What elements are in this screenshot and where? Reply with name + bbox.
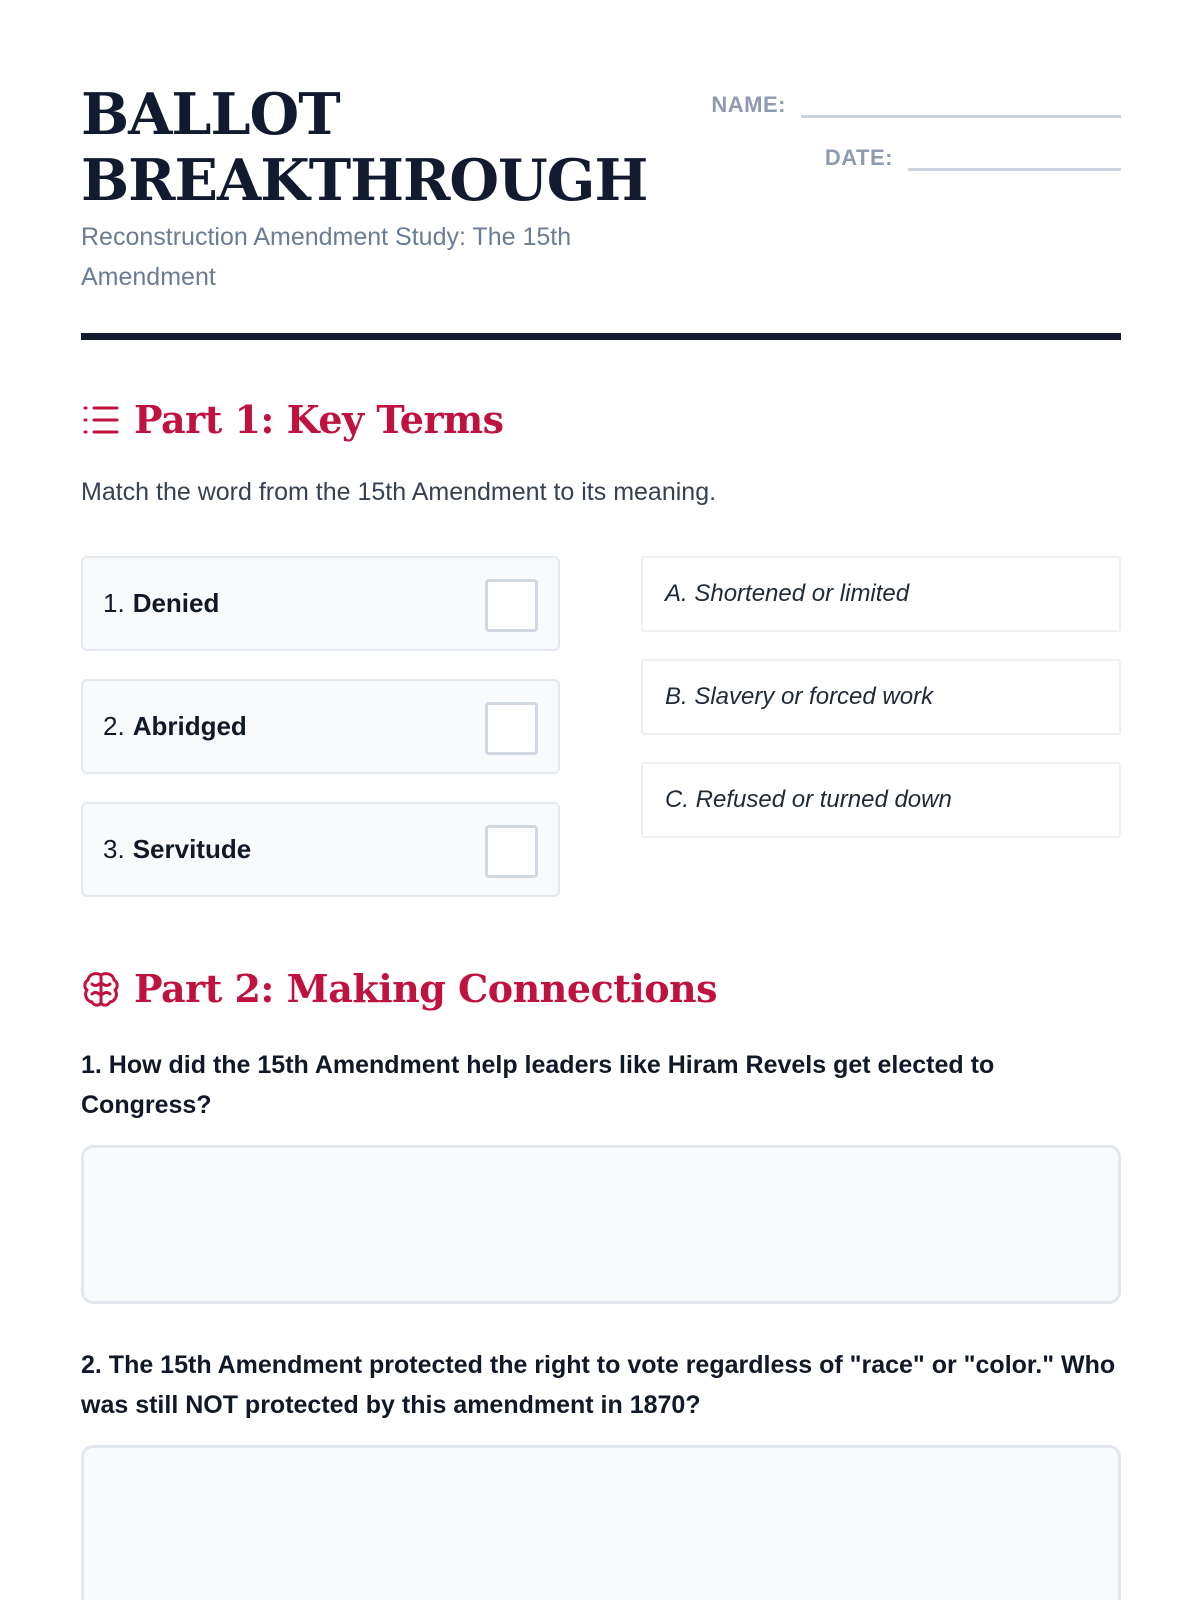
brain-icon (81, 969, 121, 1009)
definition-card-c: C. Refused or turned down (641, 762, 1121, 838)
title-line-2: BREAKTHROUGH (81, 147, 648, 214)
term-word: Servitude (132, 834, 252, 864)
part2-title: Part 2: Making Connections (134, 966, 718, 1011)
term-answer-box[interactable] (485, 702, 538, 755)
date-input-line[interactable] (908, 137, 1121, 171)
term-number: 1. (103, 588, 125, 618)
part1-instructions: Match the word from the 15th Amendment to its meaning. (81, 478, 717, 506)
part1-heading (81, 397, 504, 442)
question-2: 2. The 15th Amendment protected the right to vote regardless of "race" or "color." Who was still NOT protected by this amendment in 1870? (81, 1351, 1116, 1419)
worksheet-title (81, 81, 648, 214)
answer-area-1[interactable] (81, 1145, 1121, 1304)
list-icon (81, 400, 121, 440)
name-field-row (711, 84, 1121, 118)
term-word: Abridged (132, 711, 247, 741)
term-answer-box[interactable] (485, 825, 538, 878)
term-number: 3. (103, 834, 125, 864)
name-input-line[interactable] (801, 84, 1121, 118)
worksheet-subtitle: Reconstruction Amendment Study: The 15th Amendment (81, 223, 572, 291)
name-label: NAME: (711, 92, 786, 117)
worksheet-page (81, 0, 1121, 1600)
title-line-1: BALLOT (81, 81, 340, 148)
definition-card-a: A. Shortened or limited (641, 556, 1121, 632)
part2-heading (81, 966, 717, 1011)
question-1: 1. How did the 15th Amendment help leaders like Hiram Revels get elected to Congress? (81, 1051, 995, 1119)
term-card-denied (81, 556, 560, 651)
term-number: 2. (103, 711, 125, 741)
term-word: Denied (132, 588, 220, 618)
answer-area-2[interactable] (81, 1445, 1121, 1600)
term-answer-box[interactable] (485, 579, 538, 632)
header-divider (81, 333, 1121, 340)
date-label: DATE: (824, 145, 893, 170)
date-field-row (825, 137, 1121, 171)
term-card-abridged (81, 679, 560, 774)
part1-title: Part 1: Key Terms (134, 397, 504, 442)
definition-card-b: B. Slavery or forced work (641, 659, 1121, 735)
term-card-servitude (81, 802, 560, 897)
